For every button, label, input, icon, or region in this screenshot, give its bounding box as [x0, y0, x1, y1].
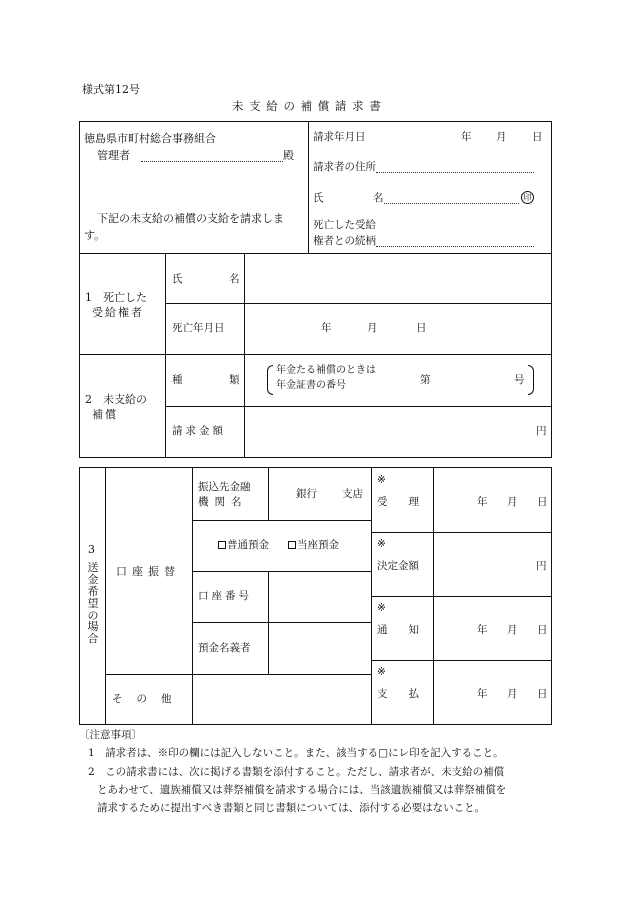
- request-date-day: 日: [532, 131, 543, 143]
- death-date-month: 月: [367, 322, 378, 334]
- section3-number: 3: [88, 543, 95, 556]
- claimant-name-label-2: 名: [373, 192, 384, 204]
- addressee-honorific: 殿: [283, 149, 294, 162]
- form-title: 未 支 給 の 補 償 請 求 書: [232, 99, 382, 113]
- seal-mark: 印: [521, 191, 534, 204]
- bank-suffix: 銀行: [296, 488, 317, 500]
- pension-note-line2: 年金証書の番号: [276, 380, 346, 391]
- payment-day: 日: [537, 688, 548, 700]
- bank-label-line2: 機関名: [198, 496, 248, 508]
- ordinary-checkbox[interactable]: [218, 541, 226, 549]
- other-field[interactable]: [193, 675, 370, 724]
- account-holder-field[interactable]: [269, 623, 370, 673]
- notice-label: 通 知: [377, 624, 419, 636]
- payment-year: 年: [477, 688, 488, 700]
- section3-vertical-label: 送 金 希 望 の 場 合: [87, 561, 99, 646]
- deceased-name-label-1: 氏: [172, 273, 183, 285]
- notes-heading: 〔注意事項〕: [79, 729, 142, 741]
- relationship-label-line1: 死亡した受給: [313, 219, 376, 231]
- received-label: 受 理: [377, 496, 419, 508]
- deposit-ordinary-option[interactable]: 普通預金: [218, 540, 269, 551]
- account-transfer-label: 口座振替: [116, 565, 180, 578]
- office-mark-notice: ※: [377, 602, 386, 614]
- row-divider: [371, 660, 552, 661]
- payment-label: 支 払: [377, 688, 419, 700]
- branch-suffix: 支店: [342, 488, 363, 500]
- column-divider: [105, 467, 106, 725]
- row-divider: [371, 532, 552, 533]
- row-divider: [192, 520, 371, 521]
- received-day: 日: [537, 496, 548, 508]
- form-number: 様式第12号: [82, 83, 140, 96]
- received-month: 月: [507, 496, 518, 508]
- certificate-go: 号: [514, 374, 525, 386]
- request-date-label: 請求年月日: [313, 131, 366, 143]
- section1-label-line1: 1 死亡した: [85, 291, 147, 304]
- address-label: 請求者の住所: [313, 161, 376, 173]
- received-year: 年: [477, 496, 488, 508]
- notice-day: 日: [537, 624, 548, 636]
- request-date-year: 年: [461, 131, 472, 143]
- notice-month: 月: [507, 624, 518, 636]
- office-mark-decided: ※: [377, 538, 386, 550]
- death-date-year: 年: [321, 322, 332, 334]
- other-label: その他: [112, 693, 186, 705]
- claimant-name-label-1: 氏: [313, 192, 324, 204]
- bank-label-line1: 振込先金融: [198, 481, 251, 493]
- account-number-label: 口座番号: [198, 590, 252, 602]
- notice-year: 年: [477, 624, 488, 636]
- deposit-current-option[interactable]: 当座預金: [288, 540, 339, 551]
- note-2-line1: 2 この請求書には、次に掲げる書類を添付すること。ただし、請求者が、未支給の補償: [88, 766, 505, 778]
- compensation-type-label-1: 種: [172, 374, 183, 386]
- section2-label-line2: 補償: [92, 408, 118, 421]
- death-date-label: 死亡年月日: [172, 322, 225, 334]
- account-holder-label: 預金名義者: [198, 642, 251, 654]
- decided-amount-label: 決定金額: [377, 560, 419, 572]
- compensation-type-label-2: 類: [229, 374, 240, 386]
- decided-amount-yen: 円: [536, 560, 547, 572]
- request-date-month: 月: [496, 131, 507, 143]
- claim-amount-yen: 円: [536, 425, 547, 437]
- row-divider: [371, 596, 552, 597]
- office-mark-received: ※: [377, 474, 386, 486]
- claim-amount-label: 請求金額: [172, 425, 226, 437]
- addressee-org: 徳島県市町村総合事務組合: [84, 132, 216, 145]
- office-mark-payment: ※: [377, 666, 386, 678]
- note-1: 1 請求者は、※印の欄には記入しないこと。また、該当する□にレ印を記入すること。: [88, 747, 504, 759]
- request-statement-line1: 下記の未支給の補償の支給を請求しま: [97, 212, 284, 225]
- section1-label-line2: 受給権者: [92, 306, 144, 319]
- death-date-day: 日: [416, 322, 427, 334]
- certificate-dai: 第: [420, 374, 431, 386]
- relationship-label-line2: 権者との続柄: [313, 235, 376, 247]
- column-divider: [268, 467, 269, 520]
- notes-section: [0, 728, 630, 828]
- pension-note-line1: 年金たる補償のときは: [276, 365, 376, 376]
- note-2-line3: 請求するために提出すべき書類と同じ書類については、添付する必要はないこと。: [97, 802, 486, 814]
- deceased-name-label-2: 名: [229, 273, 240, 285]
- addressee-title: 管理者: [97, 149, 130, 162]
- request-statement-line2: す。: [84, 229, 106, 242]
- account-number-field[interactable]: [269, 572, 370, 621]
- section2-label-line1: 2 未支給の: [85, 393, 147, 406]
- current-checkbox[interactable]: [288, 541, 296, 549]
- note-2-line2: とあわせて、遺族補償又は葬祭補償を請求する場合には、当該遺族補償又は葬祭補償を: [97, 784, 507, 796]
- payment-month: 月: [507, 688, 518, 700]
